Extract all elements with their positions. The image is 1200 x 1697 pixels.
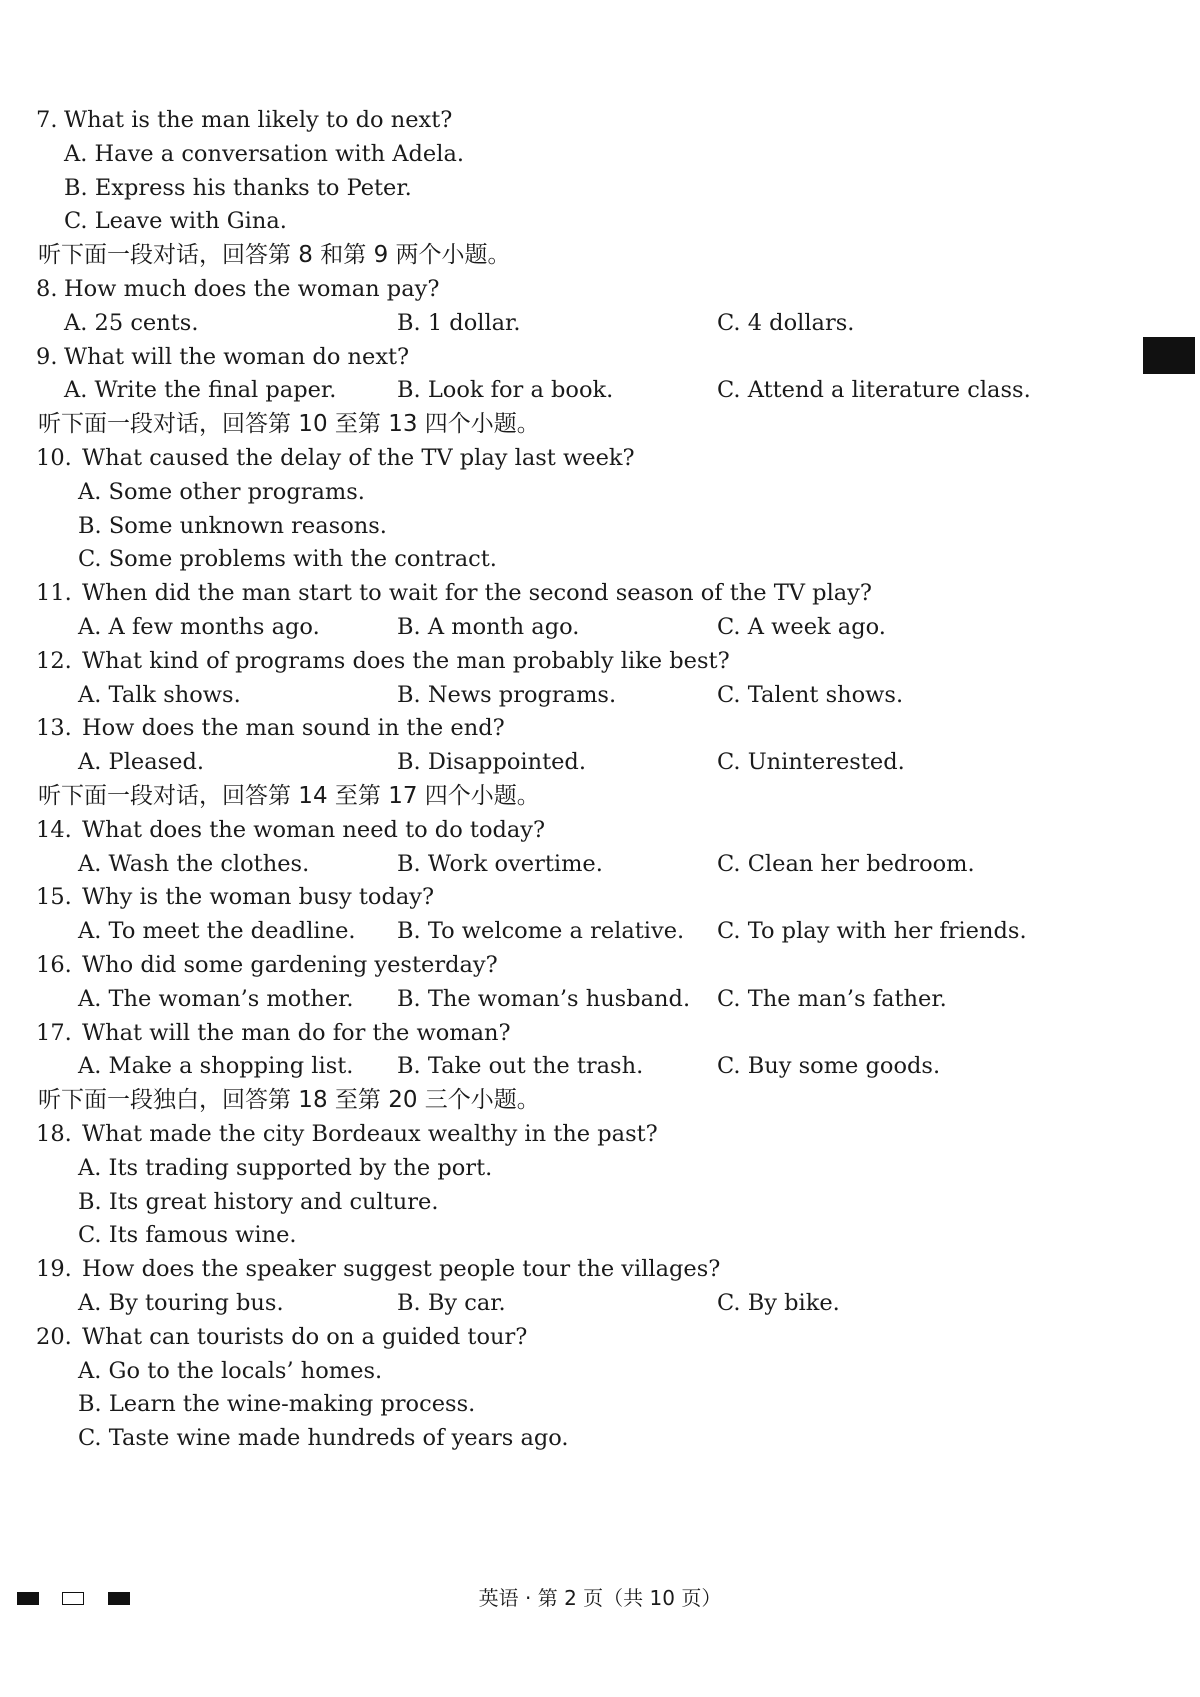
option-c[interactable]: C. Attend a literature class. [717,377,1031,404]
option-a[interactable]: A. The woman’s mother. [78,985,354,1012]
option-a[interactable]: A. Write the final paper. [64,377,337,404]
option-b[interactable]: B. Its great history and culture. [78,1188,439,1215]
option-a[interactable]: A. Go to the locals’ homes. [78,1357,383,1384]
option-c[interactable]: C. 4 dollars. [717,309,855,336]
question-number: 12. [36,647,72,674]
option-a[interactable]: A. Its trading supported by the port. [78,1154,493,1181]
option-c[interactable]: C. To play with her friends. [717,918,1027,945]
question-number: 18. [36,1121,72,1147]
option-a[interactable]: A. Make a shopping list. [78,1053,354,1080]
option-c[interactable]: C. Taste wine made hundreds of years ago. [78,1425,569,1452]
question-number: 17. [36,1019,72,1046]
question-text: What will the woman do next? [64,343,410,370]
option-a[interactable]: A. Talk shows. [78,681,241,708]
option-c[interactable]: C. Leave with Gina. [64,208,287,235]
question-number: 13. [36,715,72,742]
section-instruction: 听下面一段对话，回答第 14 至第 17 四个小题。 [38,783,540,809]
option-a[interactable]: A. Some other programs. [78,478,365,505]
option-a[interactable]: A. By touring bus. [78,1290,284,1316]
question-text: What made the city Bordeaux wealthy in the past? [82,1121,658,1147]
option-c[interactable]: C. By bike. [717,1290,840,1316]
question-number: 20. [36,1323,72,1350]
option-c[interactable]: C. Clean her bedroom. [717,850,975,877]
question-number: 8. [36,276,58,302]
option-c[interactable]: C. A week ago. [717,614,886,640]
option-c[interactable]: C. Some problems with the contract. [78,546,497,573]
question-text: When did the man start to wait for the second season of the TV play? [82,580,872,607]
option-b[interactable]: B. News programs. [397,681,617,708]
question-text: Why is the woman busy today? [82,884,435,911]
option-b[interactable]: B. Disappointed. [397,749,586,776]
section-instruction: 听下面一段对话，回答第 10 至第 13 四个小题。 [38,411,540,438]
option-b[interactable]: B. The woman’s husband. [397,985,691,1012]
option-b[interactable]: B. 1 dollar. [397,309,521,336]
question-text: How does the man sound in the end? [82,715,505,742]
option-c[interactable]: C. Talent shows. [717,681,904,708]
option-a[interactable]: A. Have a conversation with Adela. [64,140,465,167]
question-number: 19. [36,1256,72,1283]
question-number: 11. [36,580,72,607]
question-number: 9. [36,343,58,370]
question-text: What can tourists do on a guided tour? [82,1323,528,1350]
option-b[interactable]: B. Some unknown reasons. [78,512,387,539]
question-text: What does the woman need to do today? [82,816,546,843]
option-b[interactable]: B. By car. [397,1290,506,1316]
option-b[interactable]: B. Look for a book. [397,377,614,404]
option-c[interactable]: C. The man’s father. [717,985,947,1012]
section-instruction: 听下面一段独白，回答第 18 至第 20 三个小题。 [38,1087,540,1114]
question-text: What caused the delay of the TV play last week? [82,445,635,471]
option-b[interactable]: B. Express his thanks to Peter. [64,174,412,201]
page-footer: 英语 · 第 2 页（共 10 页） [478,1586,722,1610]
section-instruction: 听下面一段对话，回答第 8 和第 9 两个小题。 [38,242,511,269]
option-c[interactable]: C. Uninterested. [717,749,905,776]
question-text: What is the man likely to do next? [64,107,453,133]
option-b[interactable]: B. To welcome a relative. [397,918,685,945]
side-tab-mark [1143,337,1195,374]
option-b[interactable]: B. Learn the wine-making process. [78,1391,476,1418]
question-number: 7. [36,107,58,133]
question-number: 10. [36,445,72,471]
question-text: How much does the woman pay? [64,276,440,302]
option-c[interactable]: C. Buy some goods. [717,1053,941,1080]
option-c[interactable]: C. Its famous wine. [78,1222,297,1249]
question-number: 16. [36,952,72,978]
option-a[interactable]: A. Pleased. [78,749,205,776]
question-number: 15. [36,884,72,911]
question-text: What will the man do for the woman? [82,1019,511,1046]
question-text: Who did some gardening yesterday? [82,952,498,978]
option-b[interactable]: B. Take out the trash. [397,1053,644,1080]
question-text: What kind of programs does the man probably like best? [82,647,730,674]
option-a[interactable]: A. 25 cents. [64,309,199,336]
question-number: 14. [36,816,72,843]
question-text: How does the speaker suggest people tour the villages? [82,1256,721,1283]
option-a[interactable]: A. A few months ago. [78,614,320,640]
option-b[interactable]: B. A month ago. [397,614,580,640]
option-a[interactable]: A. To meet the deadline. [78,918,356,945]
option-a[interactable]: A. Wash the clothes. [78,850,310,877]
option-b[interactable]: B. Work overtime. [397,850,603,877]
